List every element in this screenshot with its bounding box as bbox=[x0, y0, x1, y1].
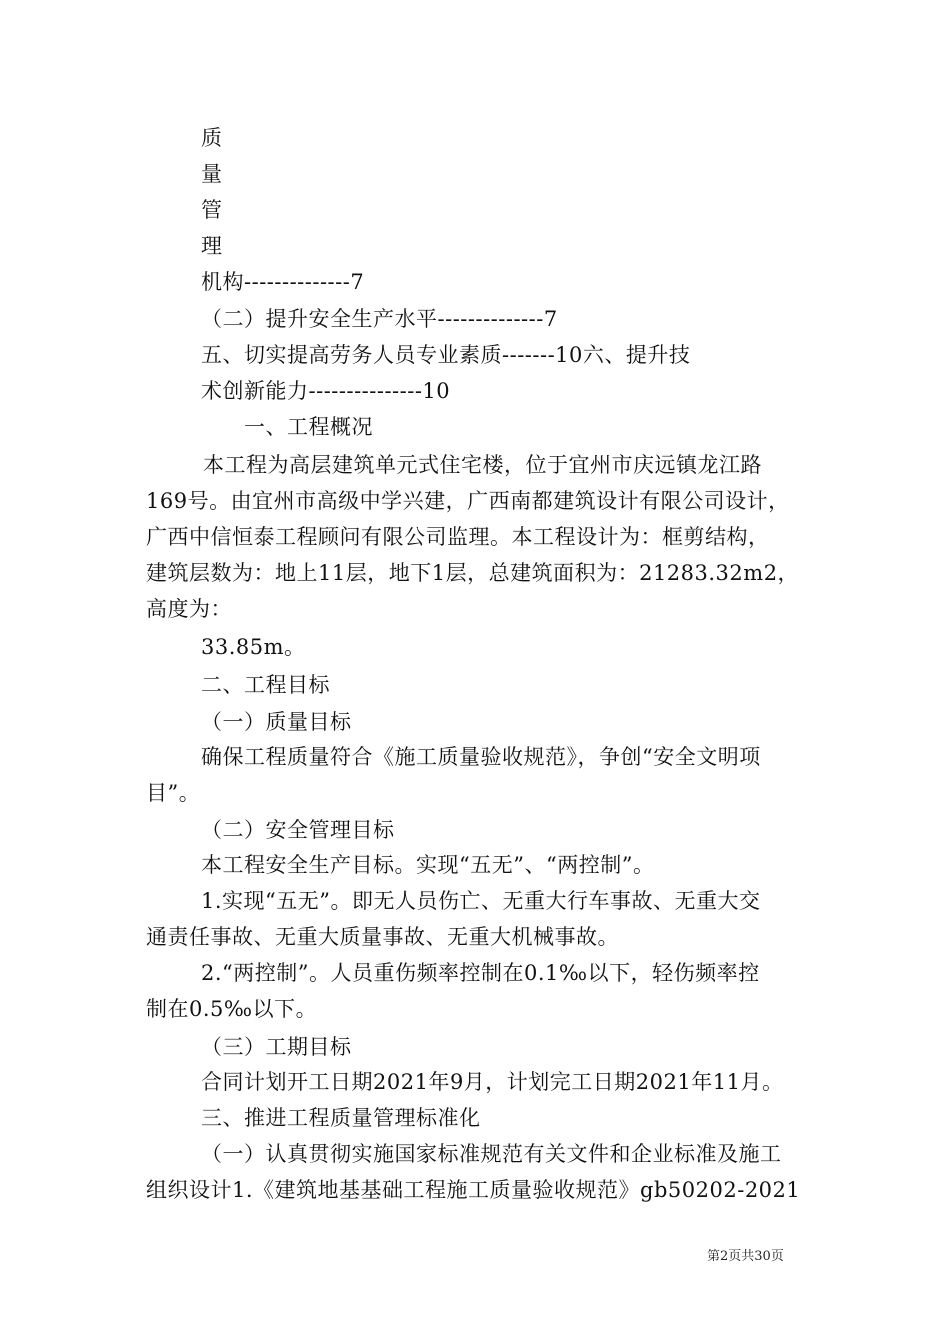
toc-line: 术创新能力---------------10 bbox=[201, 379, 451, 403]
page-number: 第2页共30页 bbox=[707, 1249, 784, 1264]
paragraph-line: 广西中信恒泰工程顾问有限公司监理。本工程设计为：框剪结构， bbox=[146, 525, 770, 549]
paragraph-line: 建筑层数为：地上11层，地下1层，总建筑面积为：21283.32m2， bbox=[146, 561, 800, 585]
paragraph-line: 确保工程质量符合《施工质量验收规范》，争创“安全文明项 bbox=[201, 745, 761, 769]
paragraph-line: 1.实现“五无”。即无人员伤亡、无重大行车事故、无重大交 bbox=[201, 889, 761, 913]
paragraph-line: （一）认真贯彻实施国家标准规范有关文件和企业标准及施工 bbox=[201, 1142, 782, 1166]
toc-line: 五、切实提高劳务人员专业素质-------10六、提升技 bbox=[201, 343, 691, 367]
paragraph-line: 33.85m。 bbox=[201, 635, 306, 659]
toc-line: 机构--------------7 bbox=[201, 270, 365, 294]
paragraph-line: 组织设计1.《建筑地基基础工程施工质量验收规范》gb50202-2021 bbox=[146, 1178, 801, 1202]
paragraph-line: 目”。 bbox=[146, 781, 201, 805]
paragraph-line: 本工程安全生产目标。实现“五无”、“两控制”。 bbox=[201, 853, 655, 877]
paragraph-line: 制在0.5‰以下。 bbox=[146, 997, 318, 1021]
toc-line: （二）提升安全生产水平--------------7 bbox=[201, 307, 558, 331]
toc-line: 质 bbox=[201, 126, 223, 150]
paragraph-line: 本工程为高层建筑单元式住宅楼，位于宜州市庆远镇龙江路 bbox=[203, 453, 762, 477]
toc-line: 量 bbox=[201, 162, 223, 186]
subsection-heading: （二）安全管理目标 bbox=[201, 818, 395, 842]
paragraph-line: 高度为： bbox=[146, 597, 232, 621]
toc-line: 理 bbox=[201, 234, 223, 258]
toc-line: 管 bbox=[201, 198, 223, 222]
subsection-heading: （三）工期目标 bbox=[201, 1035, 352, 1059]
section-heading: 一、工程概况 bbox=[244, 415, 373, 439]
paragraph-line: 通责任事故、无重大质量事故、无重大机械事故。 bbox=[146, 925, 619, 949]
paragraph-line: 合同计划开工日期2021年9月，计划完工日期2021年11月。 bbox=[201, 1070, 784, 1094]
subsection-heading: （一）质量目标 bbox=[201, 710, 352, 734]
paragraph-line: 169号。由宜州市高级中学兴建，广西南都建筑设计有限公司设计， bbox=[146, 489, 790, 513]
section-heading: 三、推进工程质量管理标准化 bbox=[201, 1106, 481, 1130]
section-heading: 二、工程目标 bbox=[201, 673, 330, 697]
paragraph-line: 2.“两控制”。人员重伤频率控制在0.1‰以下，轻伤频率控 bbox=[201, 961, 760, 985]
